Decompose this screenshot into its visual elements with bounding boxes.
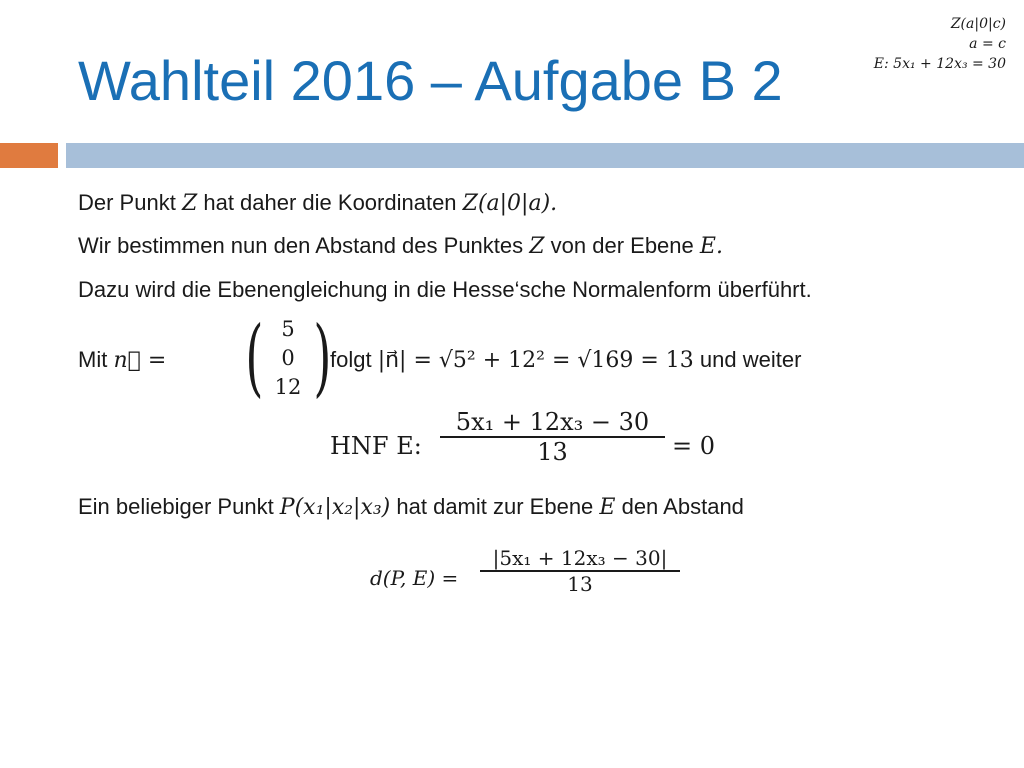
side-note — [874, 14, 1006, 74]
text-span: hat damit zur Ebene — [390, 494, 600, 519]
text-span: folgt — [330, 347, 378, 372]
vector-component: 0 — [281, 346, 295, 370]
math-span: n⃗ = — [113, 348, 167, 373]
math-span: |n⃗| = √5² + 12² = √169 = 13 — [377, 348, 694, 373]
vector-component: 12 — [274, 375, 302, 399]
left-paren: ( — [245, 308, 264, 406]
hnf-fraction — [440, 408, 665, 466]
side-note-line: Z(a|0|c) — [950, 16, 1006, 32]
hnf-numerator: 5x₁ + 12x₃ − 30 — [455, 408, 650, 436]
math-span: E. — [699, 234, 723, 259]
math-span: E — [599, 495, 616, 520]
math-span: Z(a|0|a). — [462, 191, 558, 216]
math-span: Z — [181, 191, 198, 216]
accent-bar-orange — [0, 143, 58, 168]
text-span: hat daher die Koordinaten — [197, 190, 463, 215]
vector-label — [78, 347, 166, 373]
hnf-denominator: 13 — [537, 438, 568, 466]
text-line-2 — [78, 233, 723, 259]
hnf-rhs: = 0 — [672, 432, 716, 460]
vector-components — [268, 315, 308, 402]
hnf-label: HNF E: — [330, 432, 422, 460]
distance-lhs: d(P, E) = — [370, 566, 459, 590]
text-span: Wir bestimmen nun den Abstand des Punktes — [78, 233, 530, 258]
text-span: Mit — [78, 347, 114, 372]
accent-bar-blue — [66, 143, 1024, 168]
math-span: P(x₁|x₂|x₃) — [279, 495, 391, 520]
text-span: Ein beliebiger Punkt — [78, 494, 280, 519]
distance-numerator: |5x₁ + 12x₃ − 30| — [492, 546, 668, 570]
text-span: Der Punkt — [78, 190, 182, 215]
text-span: von der Ebene — [544, 233, 700, 258]
distance-fraction — [480, 546, 680, 596]
math-span: Z — [529, 234, 545, 259]
text-span: den Abstand — [615, 494, 744, 519]
right-paren: ) — [313, 308, 332, 406]
text-span: und weiter — [693, 347, 802, 372]
distance-denominator: 13 — [567, 572, 593, 596]
side-note-line: a = c — [969, 36, 1006, 52]
text-line-point — [78, 494, 744, 520]
normal-vector-line — [78, 308, 838, 409]
text-line-3: Dazu wird die Ebenengleichung in die Hesse‘sche Normalenform überführt. — [78, 277, 812, 302]
vector-component: 5 — [281, 317, 295, 341]
side-note-line: E: 5x₁ + 12x₃ = 30 — [873, 56, 1006, 72]
vector-calc — [330, 347, 801, 373]
text-line-1 — [78, 190, 557, 216]
page-title: Wahlteil 2016 – Aufgabe B 2 — [78, 49, 783, 112]
